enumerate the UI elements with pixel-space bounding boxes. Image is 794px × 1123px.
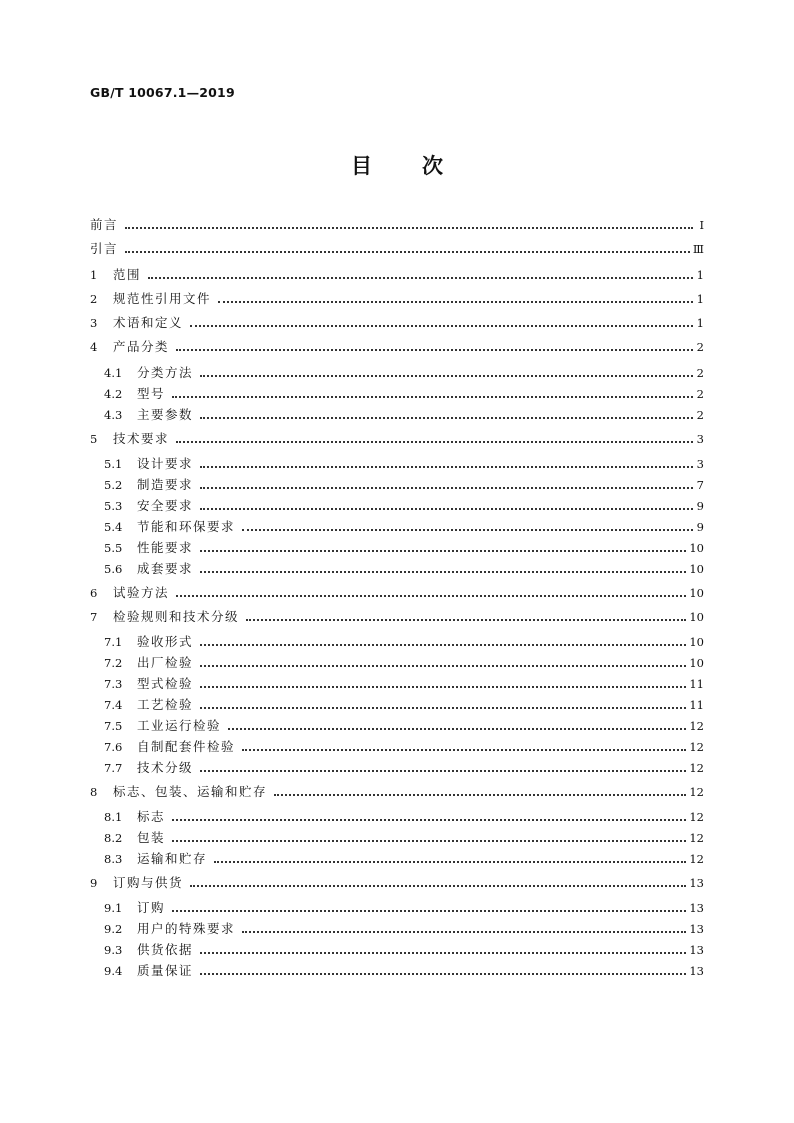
toc-entry[interactable] [90, 808, 704, 826]
toc-entry-number: 4 [90, 340, 98, 354]
toc-entry[interactable] [90, 717, 704, 735]
toc-dot-leader [200, 665, 686, 667]
toc-entry-number: 7 [90, 610, 98, 624]
toc-entry-number: 5.1 [104, 457, 123, 471]
toc-entry-number: 9.4 [104, 964, 123, 978]
toc-entry-page: 13 [689, 901, 704, 915]
toc-entry-label: 验收形式 [137, 634, 194, 649]
toc-entry[interactable] [90, 518, 704, 536]
toc-dot-leader [200, 973, 686, 975]
toc-entry[interactable] [90, 675, 704, 693]
toc-dot-leader [200, 466, 693, 468]
toc-entry-page: 11 [689, 698, 704, 712]
toc-entry-label: 订购与供货 [113, 875, 184, 890]
toc-entry[interactable] [90, 476, 704, 494]
toc-entry[interactable] [90, 829, 704, 847]
toc-dot-leader [242, 931, 686, 933]
toc-entry-number: 7.4 [104, 698, 123, 712]
toc-entry-page: 12 [689, 852, 704, 866]
toc-entry[interactable] [90, 783, 704, 801]
page-title-char: 次 [422, 154, 443, 178]
toc-entry-number: 9.1 [104, 901, 123, 915]
toc-entry-label: 试验方法 [113, 585, 170, 600]
toc-entry-number: 7.2 [104, 656, 123, 670]
toc-entry-page: Ⅰ [699, 218, 704, 232]
toc-entry-page: 10 [689, 610, 704, 624]
toc-entry-number: 9.2 [104, 922, 123, 936]
toc-entry-page: 2 [696, 340, 704, 354]
toc-entry-label: 安全要求 [137, 498, 194, 513]
toc-entry[interactable] [90, 216, 704, 234]
toc-dot-leader [200, 375, 693, 377]
toc-entry-label: 主要参数 [137, 407, 194, 422]
toc-entry-label: 技术分级 [137, 760, 194, 775]
toc-entry-label: 检验规则和技术分级 [113, 609, 240, 624]
toc-entry-number: 9 [90, 876, 98, 890]
toc-entry[interactable] [90, 364, 704, 382]
toc-entry-page: 10 [689, 635, 704, 649]
toc-entry-label: 范围 [113, 267, 142, 282]
toc-dot-leader [200, 686, 686, 688]
toc-entry-page: 3 [696, 432, 704, 446]
toc-entry-number: 4.1 [104, 366, 123, 380]
toc-dot-leader [200, 770, 686, 772]
toc-entry-number: 8 [90, 785, 98, 799]
toc-entry-label: 包装 [137, 830, 166, 845]
toc-entry-number: 8.3 [104, 852, 123, 866]
page-title [0, 150, 794, 180]
toc-entry-number: 7.5 [104, 719, 123, 733]
toc-dot-leader [242, 749, 686, 751]
toc-entry-label: 技术要求 [113, 431, 170, 446]
toc-entry-page: 2 [696, 366, 704, 380]
toc-entry[interactable] [90, 941, 704, 959]
toc-entry-number: 4.3 [104, 408, 123, 422]
toc-entry-page: 2 [696, 387, 704, 401]
toc-entry-label: 产品分类 [113, 339, 170, 354]
toc-dot-leader [176, 441, 693, 443]
toc-entry-page: 11 [689, 677, 704, 691]
toc-entry-number: 2 [90, 292, 98, 306]
toc-entry-label: 质量保证 [137, 963, 194, 978]
toc-dot-leader [246, 619, 686, 621]
toc-entry[interactable] [90, 738, 704, 756]
toc-entry-page: 13 [689, 922, 704, 936]
toc-entry[interactable] [90, 874, 704, 892]
toc-dot-leader [274, 794, 686, 796]
toc-entry[interactable] [90, 290, 704, 308]
toc-entry-label: 引言 [90, 241, 119, 256]
toc-entry[interactable] [90, 899, 704, 917]
toc-entry[interactable] [90, 633, 704, 651]
toc-entry-page: 12 [689, 740, 704, 754]
toc-entry-page: 1 [696, 292, 704, 306]
toc-entry[interactable] [90, 654, 704, 672]
toc-entry-number: 7.1 [104, 635, 123, 649]
toc-entry-label: 型号 [137, 386, 166, 401]
toc-entry[interactable] [90, 338, 704, 356]
toc-entry-number: 5.4 [104, 520, 123, 534]
toc-dot-leader [214, 861, 686, 863]
toc-dot-leader [190, 885, 686, 887]
toc-entry[interactable] [90, 406, 704, 424]
toc-entry-label: 标志 [137, 809, 166, 824]
toc-entry[interactable] [90, 560, 704, 578]
toc-entry[interactable] [90, 455, 704, 473]
toc-entry[interactable] [90, 608, 704, 626]
toc-entry[interactable] [90, 962, 704, 980]
toc-dot-leader [172, 396, 693, 398]
toc-entry-number: 7.6 [104, 740, 123, 754]
toc-dot-leader [172, 910, 686, 912]
toc-dot-leader [172, 819, 686, 821]
toc-dot-leader [190, 325, 693, 327]
toc-entry-number: 6 [90, 586, 98, 600]
toc-dot-leader [200, 487, 693, 489]
toc-dot-leader [200, 707, 686, 709]
toc-entry-number: 3 [90, 316, 98, 330]
toc-entry-number: 5.5 [104, 541, 123, 555]
toc-dot-leader [172, 840, 686, 842]
toc-dot-leader [200, 644, 686, 646]
toc-entry-page: 13 [689, 964, 704, 978]
toc-entry-label: 前言 [90, 217, 119, 232]
toc-entry-label: 用户的特殊要求 [137, 921, 236, 936]
toc-dot-leader [148, 277, 693, 279]
toc-entry-number: 9.3 [104, 943, 123, 957]
toc-entry-page: 13 [689, 876, 704, 890]
toc-entry[interactable] [90, 759, 704, 777]
toc-dot-leader [218, 301, 693, 303]
toc-entry-number: 5 [90, 432, 98, 446]
toc-entry-page: 1 [696, 316, 704, 330]
toc-entry-label: 设计要求 [137, 456, 194, 471]
toc-entry-number: 4.2 [104, 387, 123, 401]
toc-entry-page: 12 [689, 719, 704, 733]
toc-dot-leader [176, 349, 693, 351]
toc-dot-leader [200, 417, 693, 419]
toc-entry-label: 成套要求 [137, 561, 194, 576]
toc-entry-label: 供货依据 [137, 942, 194, 957]
toc-entry-page: 9 [696, 499, 704, 513]
toc-entry-number: 7.7 [104, 761, 123, 775]
toc-entry-page: 1 [696, 268, 704, 282]
toc-dot-leader [200, 571, 686, 573]
toc-entry[interactable] [90, 314, 704, 332]
toc-entry-number: 1 [90, 268, 98, 282]
toc-entry-label: 工艺检验 [137, 697, 194, 712]
toc-entry-label: 性能要求 [137, 540, 194, 555]
toc-entry-label: 标志、包装、运输和贮存 [113, 784, 268, 799]
toc-dot-leader [242, 529, 693, 531]
toc-entry[interactable] [90, 920, 704, 938]
toc-dot-leader [200, 952, 686, 954]
toc-entry-label: 自制配套件检验 [137, 739, 236, 754]
toc-entry-page: 7 [696, 478, 704, 492]
toc-entry-label: 订购 [137, 900, 166, 915]
toc-entry-label: 节能和环保要求 [137, 519, 236, 534]
toc-dot-leader [125, 251, 690, 253]
toc-entry[interactable] [90, 696, 704, 714]
toc-entry[interactable] [90, 240, 704, 258]
toc-dot-leader [176, 595, 686, 597]
toc-entry-page: 10 [689, 586, 704, 600]
toc-entry-page: 10 [689, 562, 704, 576]
toc-entry-number: 5.6 [104, 562, 123, 576]
toc-entry-page: 13 [689, 943, 704, 957]
toc-entry-label: 型式检验 [137, 676, 194, 691]
toc-entry-number: 8.2 [104, 831, 123, 845]
toc-entry-page: Ⅲ [692, 242, 704, 256]
toc-entry-page: 9 [696, 520, 704, 534]
toc-entry-page: 12 [689, 785, 704, 799]
toc-dot-leader [125, 227, 693, 229]
toc-dot-leader [200, 508, 693, 510]
toc-entry[interactable] [90, 497, 704, 515]
toc-entry-page: 12 [689, 831, 704, 845]
toc-entry-label: 运输和贮存 [137, 851, 208, 866]
toc-entry-page: 2 [696, 408, 704, 422]
toc-entry-page: 10 [689, 656, 704, 670]
toc-dot-leader [200, 550, 686, 552]
toc-entry-number: 5.3 [104, 499, 123, 513]
toc-entry-number: 8.1 [104, 810, 123, 824]
toc-entry[interactable] [90, 584, 704, 602]
toc-dot-leader [228, 728, 686, 730]
toc-entry-label: 出厂检验 [137, 655, 194, 670]
toc-entry-label: 分类方法 [137, 365, 194, 380]
toc-entry-page: 12 [689, 810, 704, 824]
toc-entry-number: 5.2 [104, 478, 123, 492]
toc-entry[interactable] [90, 430, 704, 448]
toc-entry-label: 工业运行检验 [137, 718, 222, 733]
toc-entry-number: 7.3 [104, 677, 123, 691]
toc-entry[interactable] [90, 850, 704, 868]
page-title-char: 目 [351, 154, 372, 178]
toc-entry-page: 10 [689, 541, 704, 555]
toc-entry[interactable] [90, 539, 704, 557]
toc-entry-page: 12 [689, 761, 704, 775]
toc-entry-label: 规范性引用文件 [113, 291, 212, 306]
toc-entry-page: 3 [696, 457, 704, 471]
toc-entry-label: 术语和定义 [113, 315, 184, 330]
toc-entry[interactable] [90, 266, 704, 284]
toc-entry[interactable] [90, 385, 704, 403]
standard-code: GB/T 10067.1—2019 [90, 85, 235, 100]
toc-entry-label: 制造要求 [137, 477, 194, 492]
